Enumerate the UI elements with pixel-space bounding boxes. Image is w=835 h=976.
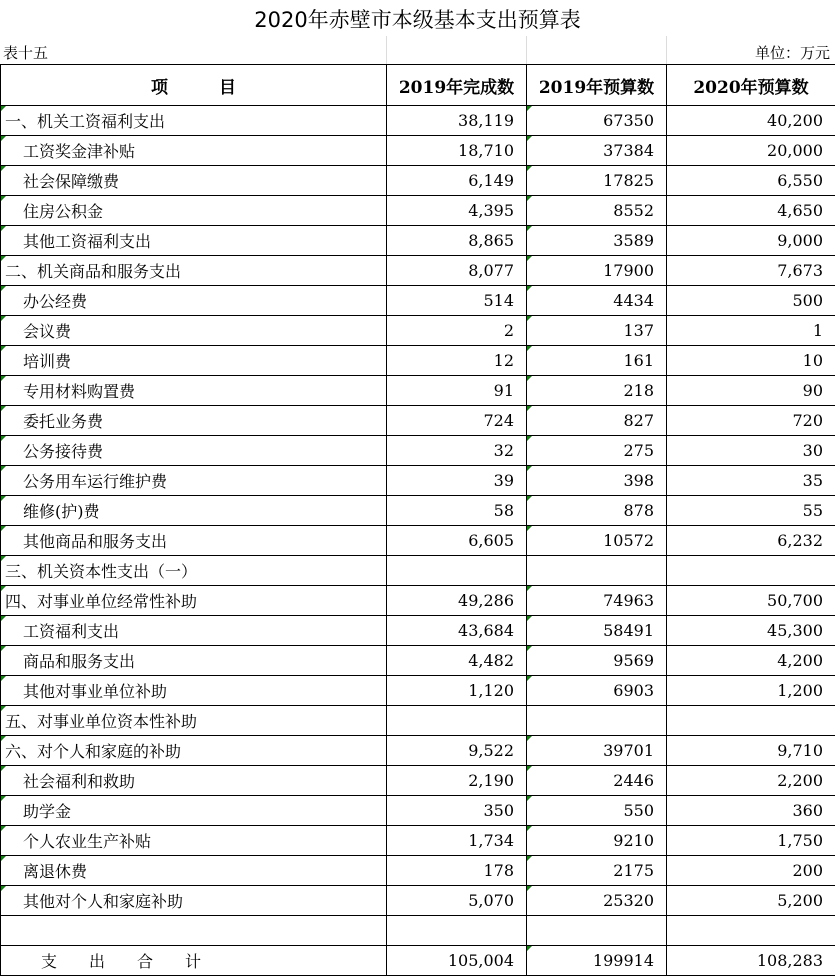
row-label: 离退休费 bbox=[1, 856, 387, 886]
cell-2019-budget: 161 bbox=[527, 346, 667, 376]
table-row bbox=[1, 496, 835, 526]
table-number: 表十五 bbox=[3, 36, 48, 64]
table-row bbox=[1, 616, 835, 646]
table-row bbox=[1, 436, 835, 466]
row-label: 培训费 bbox=[1, 346, 387, 376]
row-label: 六、对个人和家庭的补助 bbox=[1, 736, 387, 766]
row-label: 办公经费 bbox=[1, 286, 387, 316]
table-row bbox=[1, 886, 835, 916]
cell-2019-actual: 1,120 bbox=[387, 676, 527, 706]
cell-2019-budget: 398 bbox=[527, 466, 667, 496]
cell-2020-budget: 500 bbox=[667, 286, 835, 316]
header-row bbox=[1, 65, 835, 106]
cell-2019-budget: 2175 bbox=[527, 856, 667, 886]
table-row bbox=[1, 316, 835, 346]
cell-2019-budget: 37384 bbox=[527, 136, 667, 166]
cell-2019-budget: 17825 bbox=[527, 166, 667, 196]
row-label: 社会福利和救助 bbox=[1, 766, 387, 796]
cell-2019-budget bbox=[527, 706, 667, 736]
cell-2019-budget: 17900 bbox=[527, 256, 667, 286]
row-label: 其他工资福利支出 bbox=[1, 226, 387, 256]
cell-2019-actual bbox=[387, 556, 527, 586]
cell-2019-budget: 67350 bbox=[527, 106, 667, 136]
cell-2020-budget: 1,200 bbox=[667, 676, 835, 706]
gridline bbox=[526, 36, 527, 64]
cell-2019-budget: 8552 bbox=[527, 196, 667, 226]
cell-2019-budget: 2446 bbox=[527, 766, 667, 796]
cell-2020-budget bbox=[667, 706, 835, 736]
total-label: 支 出 合 计 bbox=[1, 946, 387, 976]
row-label: 公务接待费 bbox=[1, 436, 387, 466]
table-row bbox=[1, 136, 835, 166]
row-label: 公务用车运行维护费 bbox=[1, 466, 387, 496]
table-row bbox=[1, 736, 835, 766]
row-label: 社会保障缴费 bbox=[1, 166, 387, 196]
empty-cell bbox=[667, 916, 835, 946]
cell-2019-budget: 3589 bbox=[527, 226, 667, 256]
cell-2020-budget: 360 bbox=[667, 796, 835, 826]
table-row bbox=[1, 526, 835, 556]
cell-2019-actual: 350 bbox=[387, 796, 527, 826]
row-label: 专用材料购置费 bbox=[1, 376, 387, 406]
table-row bbox=[1, 466, 835, 496]
row-label: 个人农业生产补贴 bbox=[1, 826, 387, 856]
row-label: 商品和服务支出 bbox=[1, 646, 387, 676]
cell-2019-budget: 4434 bbox=[527, 286, 667, 316]
table-row bbox=[1, 226, 835, 256]
total-2019-budget: 199914 bbox=[527, 946, 667, 976]
cell-2019-budget: 58491 bbox=[527, 616, 667, 646]
cell-2019-budget: 550 bbox=[527, 796, 667, 826]
empty-cell bbox=[387, 916, 527, 946]
cell-2020-budget: 20,000 bbox=[667, 136, 835, 166]
cell-2020-budget: 40,200 bbox=[667, 106, 835, 136]
cell-2020-budget: 7,673 bbox=[667, 256, 835, 286]
cell-2020-budget: 4,200 bbox=[667, 646, 835, 676]
cell-2019-actual: 32 bbox=[387, 436, 527, 466]
cell-2019-actual: 18,710 bbox=[387, 136, 527, 166]
empty-cell bbox=[1, 916, 387, 946]
row-label: 助学金 bbox=[1, 796, 387, 826]
row-label: 工资福利支出 bbox=[1, 616, 387, 646]
cell-2019-actual: 4,482 bbox=[387, 646, 527, 676]
table-body bbox=[1, 106, 835, 976]
cell-2019-budget: 39701 bbox=[527, 736, 667, 766]
cell-2020-budget: 5,200 bbox=[667, 886, 835, 916]
cell-2020-budget bbox=[667, 556, 835, 586]
cell-2019-budget: 10572 bbox=[527, 526, 667, 556]
row-label: 其他商品和服务支出 bbox=[1, 526, 387, 556]
cell-2019-budget: 25320 bbox=[527, 886, 667, 916]
cell-2020-budget: 35 bbox=[667, 466, 835, 496]
table-row bbox=[1, 766, 835, 796]
cell-2019-budget: 137 bbox=[527, 316, 667, 346]
cell-2019-actual: 2,190 bbox=[387, 766, 527, 796]
table-row bbox=[1, 196, 835, 226]
table-row bbox=[1, 586, 835, 616]
cell-2020-budget: 1 bbox=[667, 316, 835, 346]
cell-2020-budget: 10 bbox=[667, 346, 835, 376]
cell-2019-actual: 724 bbox=[387, 406, 527, 436]
cell-2020-budget: 1,750 bbox=[667, 826, 835, 856]
table-row bbox=[1, 796, 835, 826]
table-row bbox=[1, 646, 835, 676]
cell-2019-actual: 58 bbox=[387, 496, 527, 526]
row-label: 五、对事业单位资本性补助 bbox=[1, 706, 387, 736]
cell-2019-budget: 6903 bbox=[527, 676, 667, 706]
cell-2019-actual: 38,119 bbox=[387, 106, 527, 136]
table-row bbox=[1, 826, 835, 856]
cell-2019-actual: 2 bbox=[387, 316, 527, 346]
spacer-row bbox=[1, 916, 835, 946]
total-2019-actual: 105,004 bbox=[387, 946, 527, 976]
cell-2019-actual: 91 bbox=[387, 376, 527, 406]
cell-2020-budget: 50,700 bbox=[667, 586, 835, 616]
total-row bbox=[1, 946, 835, 976]
cell-2019-budget: 218 bbox=[527, 376, 667, 406]
cell-2020-budget: 4,650 bbox=[667, 196, 835, 226]
cell-2019-budget: 9210 bbox=[527, 826, 667, 856]
cell-2020-budget: 200 bbox=[667, 856, 835, 886]
cell-2019-budget: 9569 bbox=[527, 646, 667, 676]
header-2019-actual: 2019年完成数 bbox=[387, 65, 527, 106]
cell-2019-actual: 49,286 bbox=[387, 586, 527, 616]
cell-2020-budget: 9,710 bbox=[667, 736, 835, 766]
table-row bbox=[1, 406, 835, 436]
cell-2020-budget: 30 bbox=[667, 436, 835, 466]
cell-2020-budget: 45,300 bbox=[667, 616, 835, 646]
cell-2020-budget: 90 bbox=[667, 376, 835, 406]
cell-2019-actual: 5,070 bbox=[387, 886, 527, 916]
row-label: 其他对个人和家庭补助 bbox=[1, 886, 387, 916]
row-label: 工资奖金津补贴 bbox=[1, 136, 387, 166]
row-label: 四、对事业单位经常性补助 bbox=[1, 586, 387, 616]
page-title: 2020年赤壁市本级基本支出预算表 bbox=[0, 0, 835, 36]
table-row bbox=[1, 166, 835, 196]
budget-table bbox=[0, 64, 835, 976]
table-row bbox=[1, 376, 835, 406]
cell-2020-budget: 720 bbox=[667, 406, 835, 436]
gridline bbox=[666, 36, 667, 64]
table-row bbox=[1, 256, 835, 286]
cell-2019-actual bbox=[387, 706, 527, 736]
table-row bbox=[1, 346, 835, 376]
total-2020-budget: 108,283 bbox=[667, 946, 835, 976]
cell-2020-budget: 9,000 bbox=[667, 226, 835, 256]
table-row bbox=[1, 676, 835, 706]
cell-2019-actual: 6,149 bbox=[387, 166, 527, 196]
table-row bbox=[1, 556, 835, 586]
cell-2019-actual: 9,522 bbox=[387, 736, 527, 766]
cell-2019-actual: 12 bbox=[387, 346, 527, 376]
cell-2019-actual: 43,684 bbox=[387, 616, 527, 646]
cell-2019-actual: 4,395 bbox=[387, 196, 527, 226]
row-label: 维修(护)费 bbox=[1, 496, 387, 526]
cell-2019-budget: 275 bbox=[527, 436, 667, 466]
cell-2019-actual: 6,605 bbox=[387, 526, 527, 556]
cell-2020-budget: 6,232 bbox=[667, 526, 835, 556]
row-label: 二、机关商品和服务支出 bbox=[1, 256, 387, 286]
header-item: 项 目 bbox=[1, 65, 387, 106]
empty-cell bbox=[527, 916, 667, 946]
cell-2020-budget: 55 bbox=[667, 496, 835, 526]
table-row bbox=[1, 706, 835, 736]
row-label: 三、机关资本性支出（一） bbox=[1, 556, 387, 586]
cell-2019-actual: 1,734 bbox=[387, 826, 527, 856]
cell-2019-budget: 827 bbox=[527, 406, 667, 436]
row-label: 一、机关工资福利支出 bbox=[1, 106, 387, 136]
cell-2019-budget: 878 bbox=[527, 496, 667, 526]
gridline bbox=[386, 36, 387, 64]
cell-2019-budget bbox=[527, 556, 667, 586]
unit-label: 单位：万元 bbox=[755, 36, 830, 64]
cell-2020-budget: 2,200 bbox=[667, 766, 835, 796]
cell-2019-actual: 8,077 bbox=[387, 256, 527, 286]
table-row bbox=[1, 106, 835, 136]
row-label: 其他对事业单位补助 bbox=[1, 676, 387, 706]
cell-2019-actual: 39 bbox=[387, 466, 527, 496]
cell-2020-budget: 6,550 bbox=[667, 166, 835, 196]
cell-2019-actual: 178 bbox=[387, 856, 527, 886]
table-row bbox=[1, 856, 835, 886]
cell-2019-budget: 74963 bbox=[527, 586, 667, 616]
row-label: 会议费 bbox=[1, 316, 387, 346]
header-2020-budget: 2020年预算数 bbox=[667, 65, 835, 106]
cell-2019-actual: 8,865 bbox=[387, 226, 527, 256]
header-2019-budget: 2019年预算数 bbox=[527, 65, 667, 106]
table-row bbox=[1, 286, 835, 316]
cell-2019-actual: 514 bbox=[387, 286, 527, 316]
row-label: 住房公积金 bbox=[1, 196, 387, 226]
row-label: 委托业务费 bbox=[1, 406, 387, 436]
